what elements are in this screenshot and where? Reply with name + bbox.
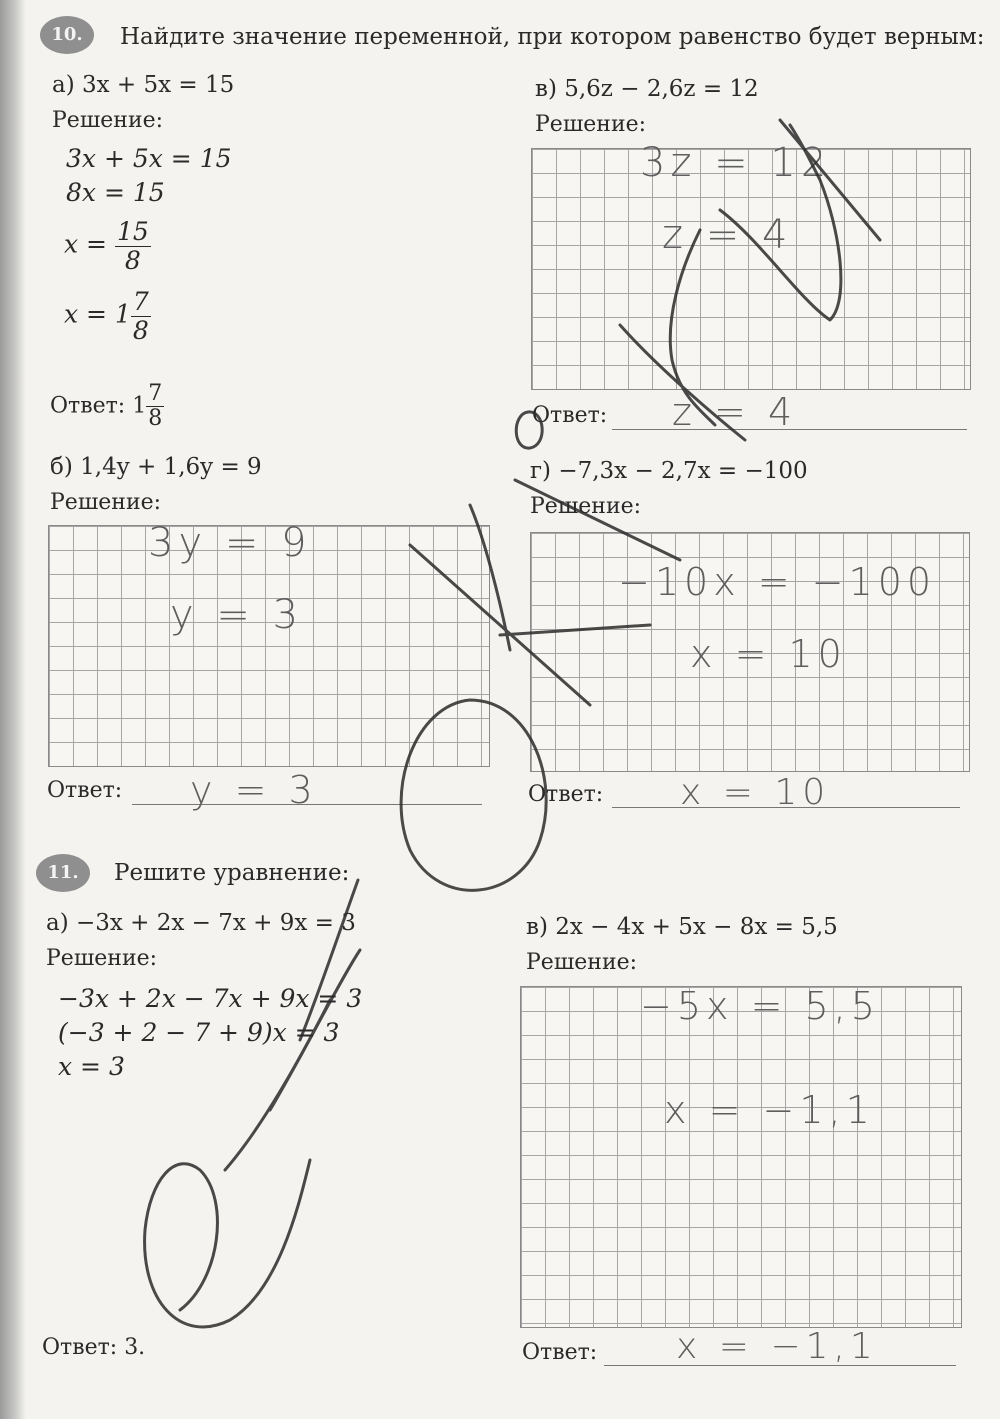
fraction-numerator: 7 bbox=[148, 381, 163, 406]
solution-10a-line3-lhs: x = bbox=[64, 229, 107, 259]
solution-label-11v: Решение: bbox=[526, 950, 638, 975]
handwriting-11v-answer: x = −1,1 bbox=[676, 1326, 878, 1367]
exercise-10-badge: 10. bbox=[40, 16, 94, 54]
exercise-11-title: Решите уравнение: bbox=[114, 860, 350, 886]
solution-label-10a: Решение: bbox=[52, 108, 164, 133]
solution-label-10b: Решение: bbox=[50, 490, 162, 515]
answer-11v-label: Ответ: bbox=[522, 1340, 598, 1365]
handwriting-10b-answer: y = 3 bbox=[190, 768, 318, 812]
task-10v: в) 5,6z − 2,6z = 12 bbox=[535, 76, 759, 102]
task-10a: а) 3x + 5x = 15 bbox=[52, 72, 235, 98]
fraction-numerator: 15 bbox=[116, 217, 149, 246]
fraction-numerator: 7 bbox=[132, 287, 149, 316]
handwriting-11v-line1: −5x = 5,5 bbox=[640, 984, 880, 1028]
solution-10a-line4-lhs: x = 1 bbox=[64, 299, 131, 329]
handwriting-10v-line2: z = 4 bbox=[662, 212, 793, 258]
solution-label-11a: Решение: bbox=[46, 946, 158, 971]
answer-10v-label: Ответ: bbox=[532, 403, 608, 428]
solution-11a-line1: −3x + 2x − 7x + 9x = 3 bbox=[58, 984, 363, 1013]
fraction-denominator: 8 bbox=[148, 406, 163, 432]
task-10g: г) −7,3x − 2,7x = −100 bbox=[530, 458, 808, 484]
fraction-15-8 bbox=[115, 218, 151, 274]
task-10b: б) 1,4y + 1,6y = 9 bbox=[50, 454, 262, 480]
solution-label-10g: Решение: bbox=[530, 494, 642, 519]
handwriting-10g-answer: x = 10 bbox=[680, 772, 831, 813]
handwriting-10g-line2: x = 10 bbox=[690, 632, 847, 676]
handwriting-10b-line2: y = 3 bbox=[170, 592, 304, 638]
page-binding-edge bbox=[0, 0, 26, 1419]
handwriting-10v-line1: 3z = 12 bbox=[640, 140, 832, 186]
scribble-loop-e bbox=[145, 1160, 310, 1327]
answer-10b-label: Ответ: bbox=[47, 778, 123, 803]
grid-11v bbox=[520, 986, 962, 1328]
solution-10a-line1: 3x + 5x = 15 bbox=[66, 144, 232, 173]
solution-10a-line4 bbox=[64, 288, 151, 344]
scribble-stroke-3 bbox=[300, 880, 358, 1040]
answer-10a bbox=[50, 382, 164, 431]
answer-10a-fraction bbox=[146, 382, 164, 431]
task-11v: в) 2x − 4x + 5x − 8x = 5,5 bbox=[526, 914, 838, 940]
handwriting-11v-line2: x = −1,1 bbox=[664, 1088, 875, 1132]
exercise-11-badge: 11. bbox=[36, 854, 90, 892]
handwriting-10b-line1: 3y = 9 bbox=[148, 520, 312, 566]
task-11a: а) −3x + 2x − 7x + 9x = 3 bbox=[46, 910, 356, 936]
exercise-10-title: Найдите значение переменной, при котором равенство будет верным: bbox=[120, 24, 985, 50]
handwriting-10v-answer: z = 4 bbox=[672, 390, 798, 434]
fraction-denominator: 8 bbox=[132, 315, 149, 345]
answer-10a-label: Ответ: 1 bbox=[50, 393, 147, 419]
handwriting-10g-line1: −10x = −100 bbox=[618, 560, 937, 604]
solution-label-10v: Решение: bbox=[535, 112, 647, 137]
solution-10a-line3 bbox=[64, 218, 151, 274]
solution-10a-line2: 8x = 15 bbox=[66, 178, 165, 207]
fraction-7-8 bbox=[131, 288, 151, 344]
answer-11a: Ответ: 3. bbox=[42, 1335, 146, 1360]
solution-11a-line2: (−3 + 2 − 7 + 9)x = 3 bbox=[58, 1018, 340, 1047]
solution-11a-line3: x = 3 bbox=[58, 1052, 125, 1081]
answer-10g-label: Ответ: bbox=[528, 782, 604, 807]
fraction-denominator: 8 bbox=[124, 245, 141, 275]
